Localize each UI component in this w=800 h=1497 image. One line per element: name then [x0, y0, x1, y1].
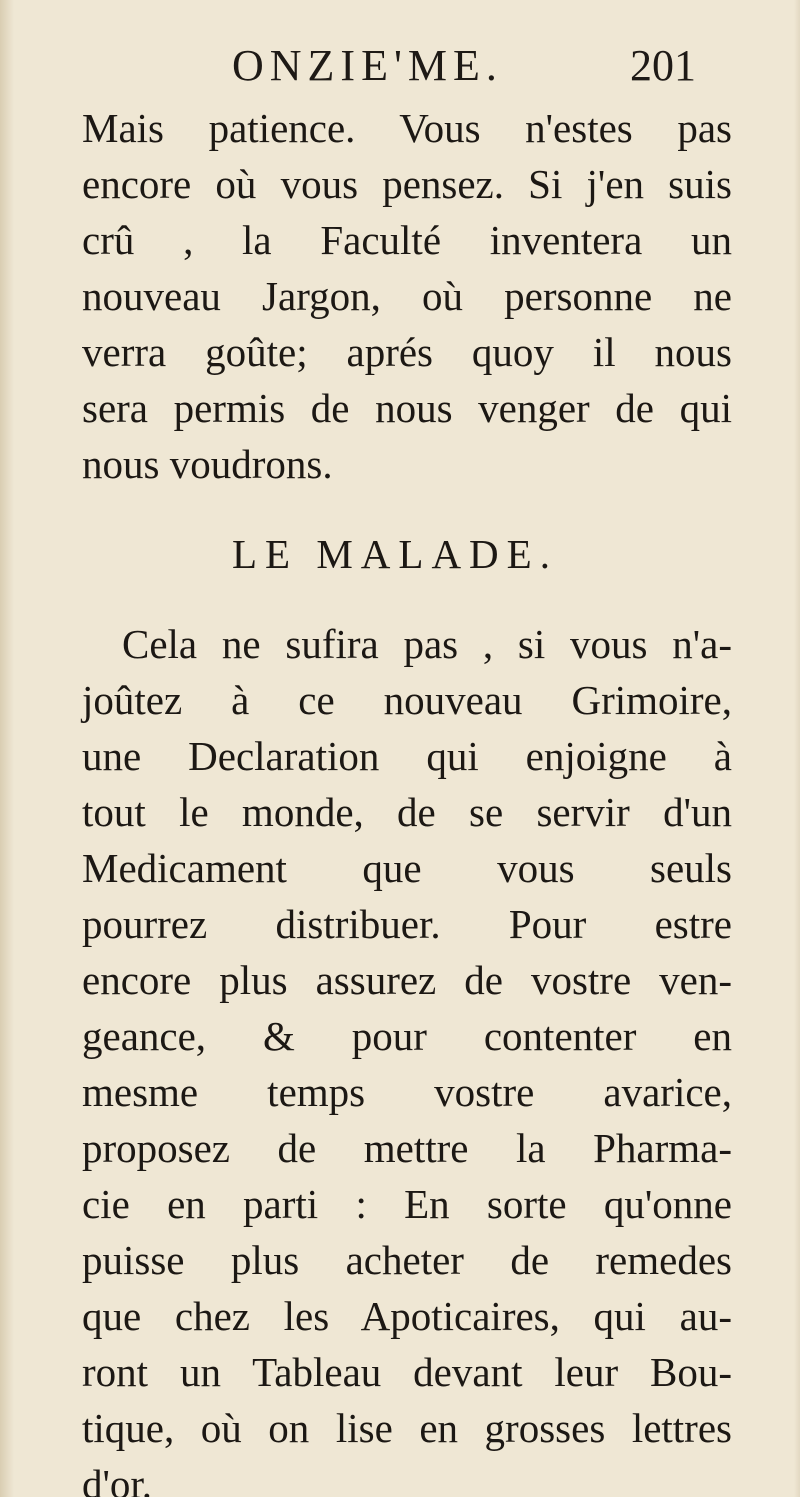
- text-line: geance, & pour contenter en: [82, 1013, 732, 1059]
- body-text: [82, 100, 732, 1497]
- text-line: tout le monde, de se servir d'un: [82, 789, 732, 835]
- text-line: Mais patience. Vous n'estes pas: [82, 105, 732, 151]
- page-number: 201: [630, 41, 696, 90]
- text-line: que chez les Apoticaires, qui au-: [82, 1293, 732, 1339]
- text-line: verra goûte; aprés quoy il nous: [82, 329, 732, 375]
- text-line: ront un Tableau devant leur Bou-: [82, 1349, 732, 1395]
- text-line: pourrez distribuer. Pour estre: [82, 901, 732, 947]
- text-line: nous voudrons.: [82, 441, 333, 487]
- text-line: joûtez à ce nouveau Grimoire,: [82, 677, 732, 723]
- text-line: tique, où on lise en grosses lettres: [82, 1405, 732, 1451]
- text-line: crû , la Faculté inventera un: [82, 217, 732, 263]
- text-line: Cela ne sufira pas , si vous n'a-: [122, 621, 732, 667]
- text-line: une Declaration qui enjoigne à: [82, 733, 732, 779]
- text-line: sera permis de nous venger de qui: [82, 385, 732, 431]
- text-line: cie en parti : En sorte qu'onne: [82, 1181, 732, 1227]
- text-line: encore où vous pensez. Si j'en suis: [82, 161, 732, 207]
- paragraph-1: [82, 100, 732, 492]
- text-line: mesme temps vostre avarice,: [82, 1069, 732, 1115]
- paragraph-2: [82, 616, 732, 1497]
- speaker-heading: LE MALADE.: [232, 531, 558, 577]
- text-line: Medicament que vous seuls: [82, 845, 732, 891]
- text-line: d'or.: [82, 1461, 153, 1497]
- text-line: proposez de mettre la Pharma-: [82, 1125, 732, 1171]
- text-line: puisse plus acheter de remedes: [82, 1237, 732, 1283]
- text-line: nouveau Jargon, où personne ne: [82, 273, 732, 319]
- running-head: ONZIE'ME.: [232, 41, 503, 90]
- text-line: encore plus assurez de vostre ven-: [82, 957, 732, 1003]
- page-header: [0, 40, 800, 100]
